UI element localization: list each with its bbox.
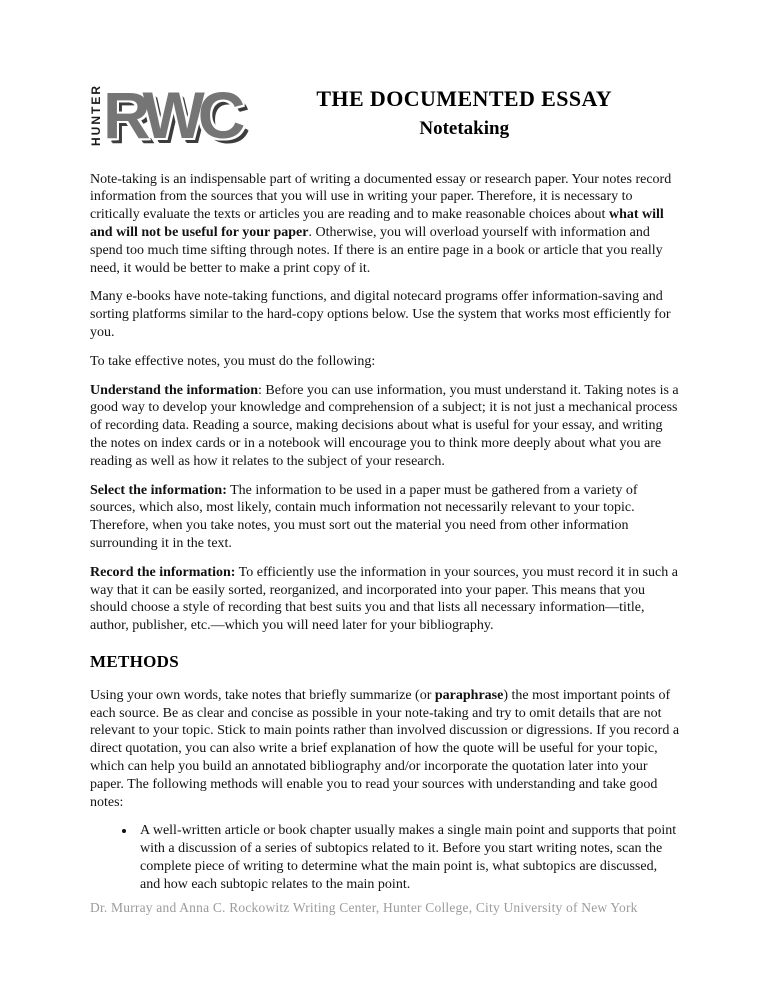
bullet-list: [90, 822, 680, 893]
rwc-logo: [89, 78, 248, 152]
paragraph-intro: [90, 171, 680, 278]
document-header: [89, 78, 680, 152]
paragraph-methods-intro: [90, 687, 680, 812]
paragraph-select: [90, 482, 680, 553]
bold-text: Record the information:: [90, 564, 236, 580]
bullet-item: [136, 822, 680, 893]
text-segment: . Otherwise, you will overload yourself with information and spend too much time sifting through notes. If there is an entire page in a book or article that you really need, it would be better to make a print copy of it.: [90, 225, 663, 276]
methods-heading: METHODS: [90, 652, 180, 672]
text-segment: : Before you can use information, you must understand it. Taking notes is a good way to develop your knowledge and comprehension of a subject; it is not just a mechanical process of recording data. Reading a source, making decisions about what is useful for your essay, and writing the notes on index cards or in a notebook will encourage you to think more deeply about what you are reading as well as how it relates to the subject of your research.: [90, 382, 679, 469]
paragraph-ebooks: [90, 288, 680, 341]
paragraph-lead-in: [90, 353, 680, 371]
bold-text: paraphrase: [434, 687, 504, 703]
bold-text: Understand the information: [90, 382, 259, 398]
document-subtitle: Notetaking: [419, 117, 510, 139]
bold-text: Select the information:: [90, 482, 227, 498]
text-segment: A well-written article or book chapter usually makes a single main point and supports that point with a discussion of a series of subtopics related to it. Before you start writing notes, scan the complete piece of writing to determine what the main point is, what subtopics are discussed, and how each subtopic relates to the main point.: [140, 823, 677, 892]
text-segment: ) the most important points of each source. Be as clear and concise as possible in your note-taking and try to omit details that are not relevant to your topic. Stick to main points rather than involved discussion or digressions. If you record a direct quotation, you can also write a brief explanation of how the quote will be useful for your topic, which can help you build an annotated bibliography and/or incorporate the quotation later into your paper. The following methods will enable you to read your sources with understanding and take good notes:: [90, 687, 680, 810]
title-block: [248, 84, 680, 138]
text-segment: To take effective notes, you must do the following:: [90, 353, 376, 369]
hunter-vertical-text: HUNTER: [89, 84, 103, 147]
paragraph-record: [90, 564, 680, 635]
text-segment: The information to be used in a paper must be gathered from a variety of sources, which also, most likely, contain much information not necessarily relevant to your topic. Therefore, when you take notes, you must sort out the material you need from other information surrounding it in the text.: [90, 482, 638, 552]
text-segment: Using your own words, take notes that briefly summarize (or: [90, 687, 435, 703]
footer-credit: Dr. Murray and Anna C. Rockowitz Writing Center, Hunter College, City University of New York: [90, 899, 638, 915]
document-title: THE DOCUMENTED ESSAY: [316, 86, 613, 111]
text-segment: To efficiently use the information in your sources, you must record it in such a way that it can be easily sorted, reorganized, and incorporated into your paper. This means that you should choose a style of recording that best suits you and that lists all necessary information—title, author, publisher, etc.—which you will need later for your bibliography.: [90, 564, 678, 634]
text-segment: Note-taking is an indispensable part of writing a documented essay or research paper. Your notes record information from the sources that you will use in writing your paper. Therefore, it is necessary to critically evaluate the texts or articles you are reading and to make reasonable choices about: [90, 171, 672, 223]
text-segment: Many e-books have note-taking functions, and digital notecard programs offer information-saving and sorting platforms similar to the hard-copy options below. Use the system that works most efficiently for you.: [90, 289, 671, 341]
paragraph-understand: [90, 382, 680, 471]
rwc-logo-text: RWC: [103, 78, 239, 152]
bold-text: what will and will not be useful for your paper: [90, 207, 664, 241]
